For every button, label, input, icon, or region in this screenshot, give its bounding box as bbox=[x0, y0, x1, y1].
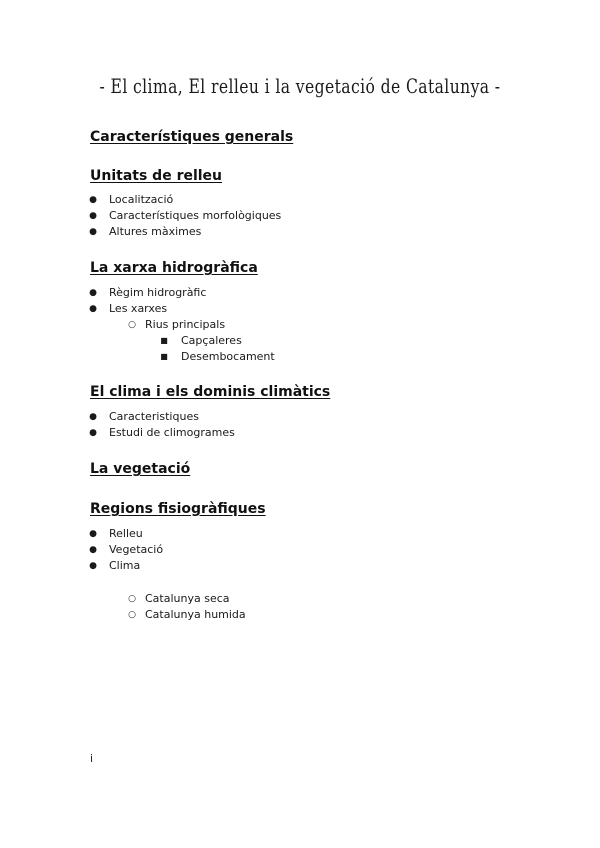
bullet-disc-icon: ● bbox=[89, 529, 97, 539]
bullet-circle-icon: ○ bbox=[128, 610, 136, 620]
bullet-circle-icon: ○ bbox=[128, 594, 136, 604]
page-number: i bbox=[90, 752, 94, 765]
section-heading-physiographic-regions: Regions fisiogràfiques bbox=[90, 501, 266, 517]
bullet-disc-icon: ● bbox=[89, 428, 97, 438]
bullet-disc-icon: ● bbox=[89, 412, 97, 422]
page-title: - El clima, El relleu i la vegetació de Catalunya - bbox=[99, 74, 501, 98]
bullet-disc-icon: ● bbox=[89, 288, 97, 298]
bullet-disc-icon: ● bbox=[89, 195, 97, 205]
section-heading-relief-units: Unitats de relleu bbox=[90, 168, 223, 184]
bullet-disc-icon: ● bbox=[89, 304, 97, 314]
bullet-square-icon: ■ bbox=[160, 352, 168, 361]
bullet-disc-icon: ● bbox=[89, 211, 97, 221]
section-heading-hydrographic-network: La xarxa hidrogràfica bbox=[90, 260, 258, 276]
bullet-square-icon: ■ bbox=[160, 336, 168, 345]
bullet-circle-icon: ○ bbox=[128, 320, 136, 330]
section-heading-general: Característiques generals bbox=[90, 129, 294, 145]
section-heading-climate: El clima i els dominis climàtics bbox=[90, 384, 331, 400]
bullet-disc-icon: ● bbox=[89, 545, 97, 555]
bullet-disc-icon: ● bbox=[89, 561, 97, 571]
bullet-disc-icon: ● bbox=[89, 227, 97, 237]
section-heading-vegetation: La vegetació bbox=[90, 461, 191, 477]
